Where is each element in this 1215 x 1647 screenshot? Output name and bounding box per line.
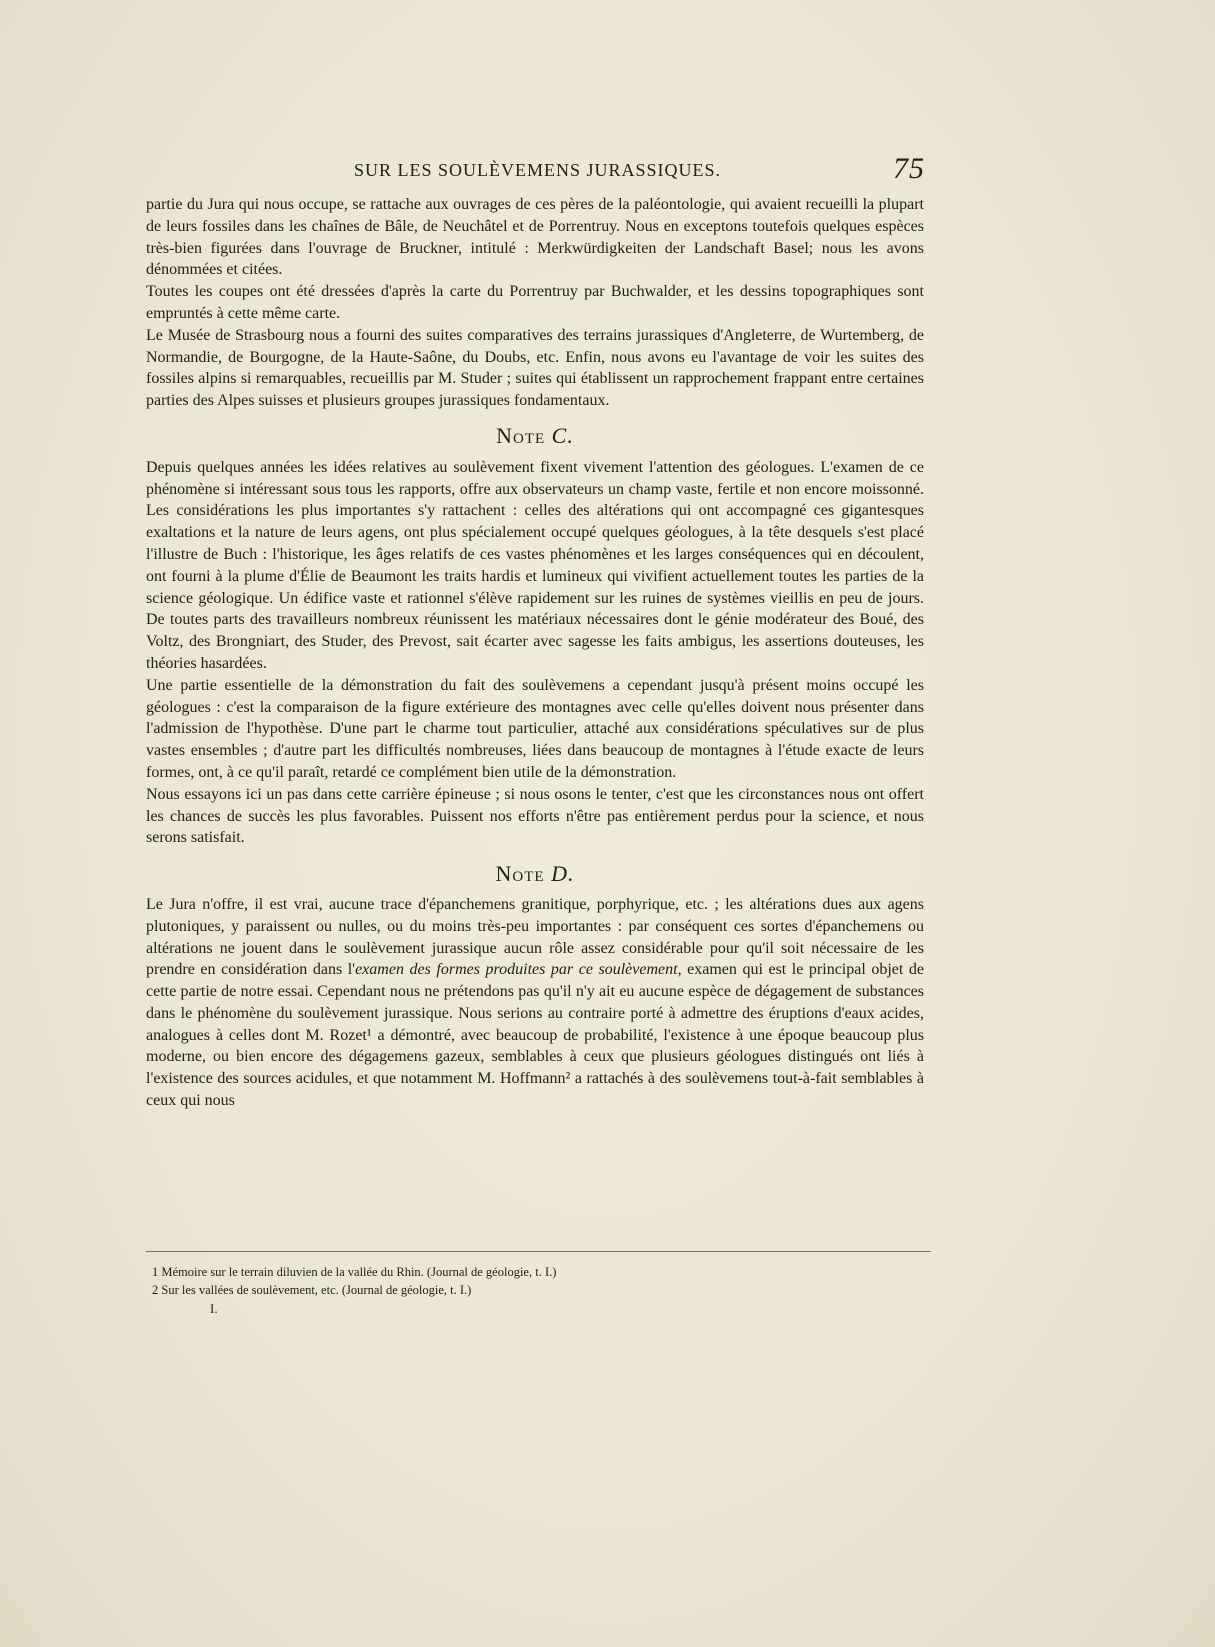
note-heading-letter: C. xyxy=(551,422,574,448)
note-d-heading xyxy=(146,863,924,885)
note-heading-word: Note xyxy=(495,861,545,887)
footnote: 1 Mémoire sur le terrain diluvien de la vallée du Rhin. (Journal de géologie, t. I.) xyxy=(152,1265,557,1279)
paragraph-text: Le Jura n'offre, il est vrai, aucune trace d'épanchemens granitique, porphyrique, etc. ; les altérations dues aux agens plutoniques, y paraissent ou nulles, ou du moins très-peu importantes : par conséquent ces sortes d'épanchemens ou altérations ne jouent dans le soulèvement jurassique aucun rôle assez considérable pour qu'il soit nécessaire de les prendre en considération dans l' xyxy=(146,895,924,979)
running-head xyxy=(150,152,925,188)
note-heading-word: Note xyxy=(496,422,546,448)
paragraph: Nous essayons ici un pas dans cette carrière épineuse ; si nous osons le tenter, c'est que les circonstances nous ont offert les chances de succès les plus favorables. Puissent nos efforts n'être pas entièrement perdus pour la science, et nous serons satisfait. xyxy=(146,785,924,847)
italic-phrase: examen des formes produites par ce soulèvement xyxy=(355,961,678,979)
running-title: SUR LES SOULÈVEMENS JURASSIQUES. xyxy=(353,160,722,180)
footnote-rule xyxy=(146,1251,931,1252)
paragraph: Une partie essentielle de la démonstration du fait des soulèvemens a cependant jusqu'à présent moins occupé les géologues : c'est la comparaison de la figure extérieure des montagnes avec celle qu'elles doivent nous présenter dans l'admission de l'hypothèse. D'une part le charme tout particulier, attaché aux considérations spéculatives sur de plus vastes ensembles ; d'autre part les difficultés nombreuses, liées dans beaucoup de montagnes à l'étude exacte de leurs formes, ont, à ce qu'il paraît, retardé ce complément bien utile de la démonstration. xyxy=(146,676,924,781)
paragraph: Le Musée de Strasbourg nous a fourni des suites comparatives des terrains jurassiques d'Angleterre, de Wurtemberg, de Normandie, de Bourgogne, de la Haute-Saône, du Doubs, etc. Enfin, nous avons eu l'avantage de voir les suites des fossiles alpins si remarquables, recueillis par M. Studer ; suites qui établissent un rapprochement frappant entre certaines parties des Alpes suisses et plusieurs groupes jurassiques fondamentaux. xyxy=(146,326,924,410)
footnotes xyxy=(152,1263,852,1299)
paragraph: partie du Jura qui nous occupe, se rattache aux ouvrages de ces pères de la paléontologie, qui avaient recueilli la plupart de leurs fossiles dans les chaînes de Bâle, de Neuchâtel et de Porrentruy. Nous en exceptons toutefois quelques espèces très-bien figurées dans l'ouvrage de Bruckner, intitulé : Merkwürdigkeiten der Landschaft Basel; nous les avons dénommées et citées. xyxy=(146,196,924,279)
footnote: 2 Sur les vallées de soulèvement, etc. (Journal de géologie, t. I.) xyxy=(152,1283,472,1297)
paragraph: Toutes les coupes ont été dressées d'après la carte du Porrentruy par Buchwalder, et les dessins topographiques sont empruntés à cette même carte. xyxy=(146,283,924,322)
page-number: 75 xyxy=(893,152,925,185)
paragraph xyxy=(146,894,924,1112)
note-c-heading xyxy=(146,422,924,448)
note-heading-letter: D. xyxy=(551,861,575,887)
paragraph: Depuis quelques années les idées relatives au soulèvement fixent vivement l'attention des géologues. L'examen de ce phénomène si intéressant sous tous les rapports, offre aux observateurs un champ vaste, fertile et non encore moissonné. Les considérations les plus importantes s'y rattachent : celles des altérations qui ont accompagné ces gigantesques exaltations et la nature de leurs agens, ont plus spécialement occupé quelques géologues, à la tête desquels s'est placé l'illustre de Buch : l'historique, les âges relatifs de ces vastes phénomènes et les larges conséquences qui en découlent, ont fourni à la plume d'Élie de Beaumont les traits hardis et lumineux qui vivifient actuellement toutes les parties de la science géologique. Un édifice vaste et rationnel s'élève rapidement sur les ruines de systèmes vieillis en peu de jours. De toutes parts des travailleurs nombreux réunissent les matériaux nécessaires dont le génie modérateur des Boué, des Voltz, des Brongniart, des Studer, des Prevost, sait écarter avec sagesse les faits ambigus, les assertions douteuses, les théories hasardées. xyxy=(146,458,924,672)
signature-mark: I. xyxy=(210,1301,218,1316)
paragraph-text: , examen qui est le principal objet de cette partie de notre essai. Cependant nous ne prétendons pas qu'il n'y ait eu aucune espèce de dégagement de substances dans le phénomène du soulèvement jurassique. Nous serions au contraire porté à admettre des éruptions d'eaux acides, analogues à celles dont M. Rozet¹ a démontré, avec beaucoup de probabilité, l'existence à une époque beaucoup plus moderne, ou bien encore des dégagemens gazeux, semblables à ceux que plusieurs géologues distingués ont liés à l'existence des sources acidules, et que notamment M. Hoffmann² a rattachés à des soulèvemens tout-à-fait semblables à ceux qui nous xyxy=(146,961,925,1110)
main-text xyxy=(146,194,924,1112)
